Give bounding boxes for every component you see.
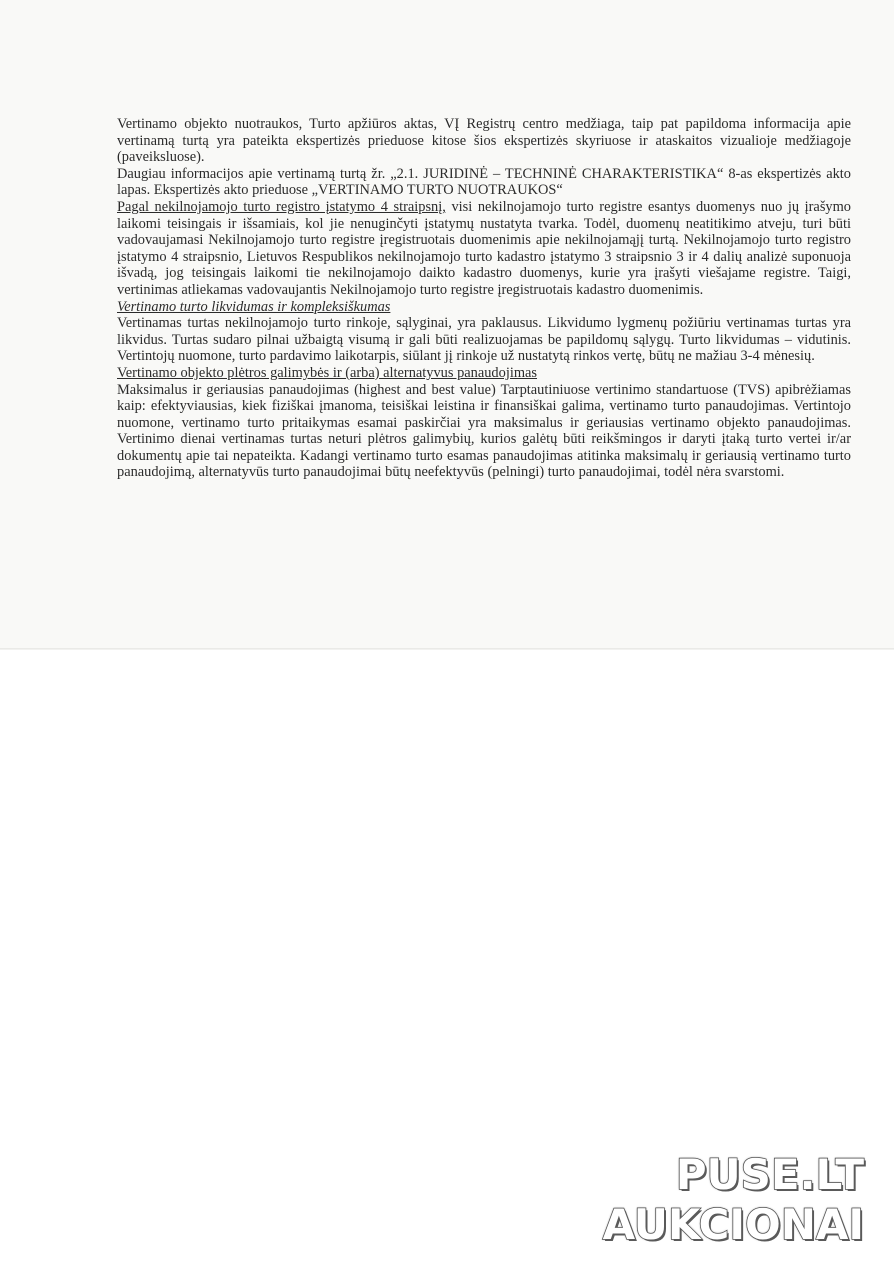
registry-heading: Pagal nekilnojamojo turto registro įstatymo 4 straipsnį, (117, 198, 446, 215)
development-heading: Vertinamo objekto plėtros galimybės ir (arba) alternatyvus panaudojimas (117, 364, 538, 381)
paragraph-more-info: Daugiau informacijos apie vertinamą turtą žr. „2.1. JURIDINĖ – TECHNINĖ CHARAKTERISTIKA“ 8-as ekspertizės akto lapas. Ekspertizės akto prieduose „VERTINAMO TURTO NUOTRAUKOS“ (117, 165, 851, 199)
document-text (117, 116, 851, 481)
watermark (603, 1150, 864, 1250)
page-edge (0, 648, 894, 650)
paragraph-photos: Vertinamo objekto nuotraukos, Turto apžiūros aktas, VĮ Registrų centro medžiaga, taip pat papildoma informacija apie vertinamą turtą yra pateikta ekspertizės prieduose kitose šios ekspertizės skyriuose ir ataskaitos vizualioje medžiagoje (paveiksluose). (117, 116, 851, 166)
liquidity-heading: Vertinamo turto likvidumas ir kompleksiškumas (117, 298, 391, 315)
development-text: Maksimalus ir geriausias panaudojimas (highest and best value) Tarptautiniuose vertinimo standartuose (TVS) apibrėžiamas kaip: efektyviausias, kiek fiziškai įmanoma, teisiškai leistina ir finansiškai galima, vertinamo turto panaudojimas. Vertintojo nuomone, vertinamo turto pritaikymas esamai paskirčiai yra maksimalus ir geriausias vertinamo objekto panaudojimas. Vertinimo dienai vertinamas turtas neturi plėtros galimybių, kurios galėtų būti reikšmingos ir daryti įtaką turto vertei ir/ar dokumentų apie tai nepateikta. Kadangi vertinamo turto esamas panaudojimas atitinka maksimalų ir geriausią vertinamo turto panaudojimą, alternatyvūs turto panaudojimai būtų neefektyvūs (pelningi) turto panaudojimai, todėl nėra svarstomi. (117, 381, 851, 481)
watermark-line1: PUSE.LT (675, 1150, 864, 1199)
registry-text: visi nekilnojamojo turto registre esantys duomenys nuo jų įrašymo laikomi teisingais ir išsamiais, kol jie nenuginčyti įstatymų nustatyta tvarka. Todėl, duomenų neatitikimo atveju, turi būti vadovaujamasi Nekilnojamojo turto registre įregistruotais duomenimis apie nekilnojamąjį turtą. Nekilnojamojo turto registro įstatymo 4 straipsnio, Lietuvos Respublikos nekilnojamojo turto kadastro įstatymo 3 straipsnio 3 ir 4 dalių analizė suponuoja išvadą, jog teisingais laikomi tie nekilnojamojo daikto kadastro duomenys, kurie yra įrašyti viešajame registre. Taigi, vertinimas atliekamas vadovaujantis Nekilnojamojo turto registre įregistruotais kadastro duomenimis. (117, 198, 852, 298)
paragraph-registry (117, 199, 851, 299)
watermark-line2: AUKCIONAI (602, 1200, 864, 1249)
liquidity-text: Vertinamas turtas nekilnojamojo turto rinkoje, sąlyginai, yra paklausus. Likvidumo lygmenų požiūriu vertinamas turtas yra likvidus. Turtas sudaro pilnai užbaigtą visumą ir gali būti realizuojamas be papildomų sąlygų. Turto likvidumas – vidutinis. Vertintojų nuomone, turto pardavimo laikotarpis, siūlant jį rinkoje už nustatytą rinkos vertę, būtų ne mažiau 3-4 mėnesių. (117, 315, 851, 365)
